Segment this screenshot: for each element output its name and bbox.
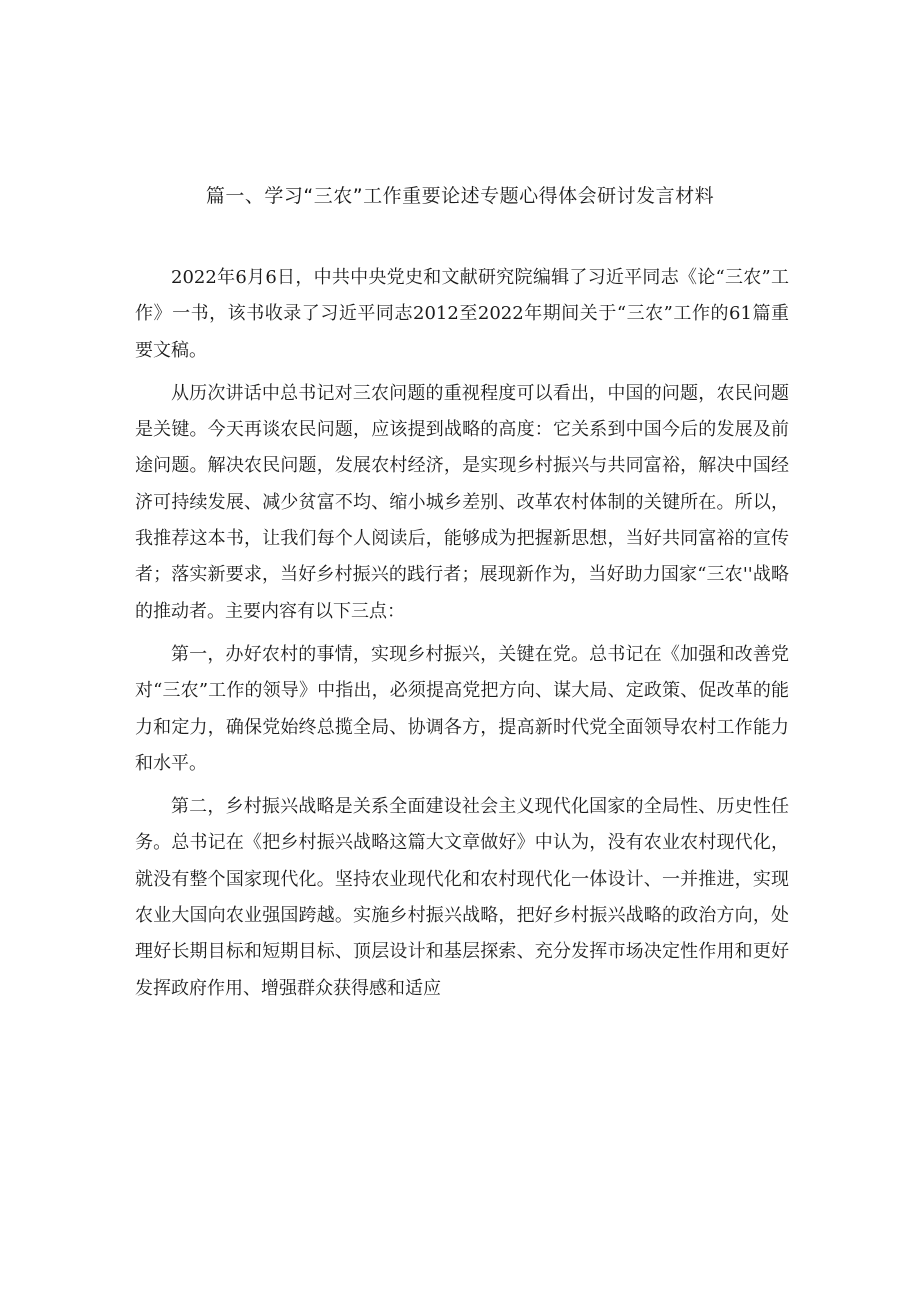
document-body [135, 260, 789, 1014]
paragraph-importance: 从历次讲话中总书记对三农问题的重视程度可以看出，中国的问题，农民问题是关键。今天再谈农民问题，应该提到战略的高度：它关系到中国今后的发展及前途问题。解决农民问题，发展农村经济，是实现乡村振兴与共同富裕，解决中国经济可持续发展、减少贫富不均、缩小城乡差别、改革农村体制的关键所在。所以，我推荐这本书，让我们每个人阅读后，能够成为把握新思想，当好共同富裕的宣传者；落实新要求，当好乡村振兴的践行者；展现新作为，当好助力国家“三农''战略的推动者。主要内容有以下三点： [135, 382, 789, 622]
paragraph-point-two: 第二，乡村振兴战略是关系全面建设社会主义现代化国家的全局性、历史性任务。总书记在《把乡村振兴战略这篇大文章做好》中认为，没有农业农村现代化，就没有整个国家现代化。坚持农业现代化和农村现代化一体设计、一并推进，实现农业大国向农业强国跨越。实施乡村振兴战略，把好乡村振兴战略的政治方向，处理好长期目标和短期目标、顶层设计和基层探索、充分发挥市场决定性作用和更好发挥政府作用、增强群众获得感和适应 [135, 796, 789, 999]
paragraph-intro: 2022年6月6日，中共中央党史和文献研究院编辑了习近平同志《论“三农”工作》一书，该书收录了习近平同志2012至2022年期间关于“三农”工作的61篇重要文稿。 [135, 267, 789, 361]
paragraph-point-one: 第一，办好农村的事情，实现乡村振兴，关键在党。总书记在《加强和改善党对“三农”工作的领导》中指出，必须提高党把方向、谋大局、定政策、促改革的能力和定力，确保党始终总揽全局、协调各方，提高新时代党全面领导农村工作能力和水平。 [135, 643, 789, 774]
document-title: 篇一、学习“三农”工作重要论述专题心得体会研讨发言材料 [205, 185, 715, 207]
